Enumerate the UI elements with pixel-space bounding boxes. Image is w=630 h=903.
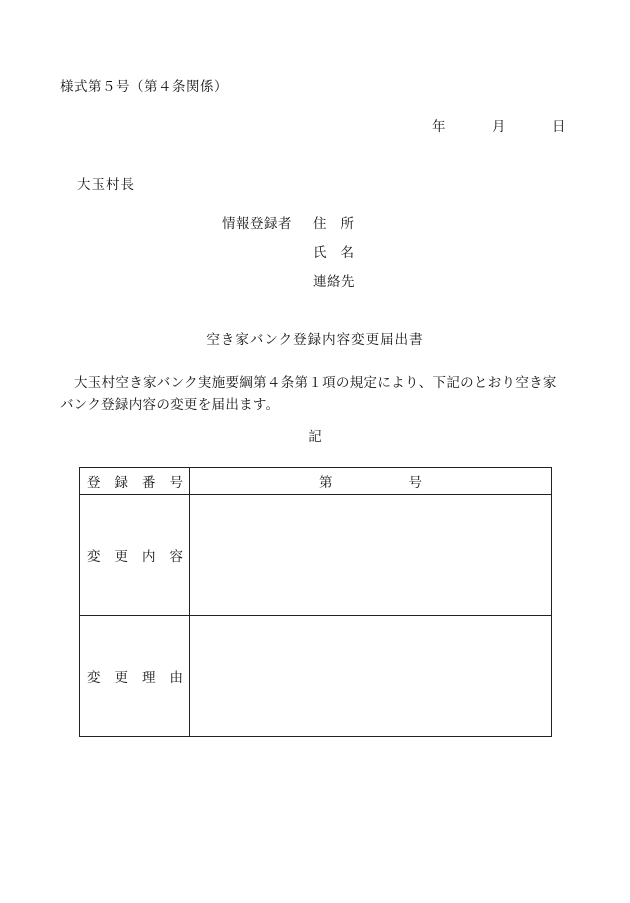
number-prefix: 第 <box>319 475 333 491</box>
number-suffix: 号 <box>408 475 422 491</box>
table-row-registration-number <box>80 468 552 495</box>
document-title: 空き家バンク登録内容変更届出書 <box>206 332 424 348</box>
label-char: 更 <box>114 549 128 565</box>
change-content-label-cell <box>80 495 190 616</box>
date-year-label: 年 <box>432 119 446 135</box>
date-day-label: 日 <box>552 119 566 135</box>
registrant-label: 情報登録者 <box>222 216 292 232</box>
form-number: 様式第５号（第４条関係） <box>60 79 228 95</box>
table-row-change-content <box>80 495 552 616</box>
label-char: 番 <box>142 475 156 491</box>
label-char: 変 <box>87 670 101 686</box>
label-char: 由 <box>169 670 183 686</box>
label-char: 容 <box>169 549 183 565</box>
label-char: 登 <box>87 475 101 491</box>
contact-field-label: 連絡先 <box>313 274 355 290</box>
change-reason-blank[interactable] <box>190 616 551 736</box>
ki-heading: 記 <box>308 429 322 445</box>
address-field-label: 住所 <box>313 216 368 232</box>
body-paragraph: 大玉村空き家バンク実施要綱第４条第１項の規定により、下記のとおり空き家バンク登録内容の変更を届出ます。 <box>60 375 557 413</box>
table-row-change-reason <box>80 616 552 737</box>
registration-number-value-cell[interactable] <box>190 468 552 495</box>
label-char: 変 <box>87 549 101 565</box>
registration-number-label-cell <box>80 468 190 495</box>
label-char: 内 <box>142 549 156 565</box>
registration-table <box>79 467 552 737</box>
label-char: 理 <box>142 670 156 686</box>
change-reason-label-cell <box>80 616 190 737</box>
addressee: 大玉村長 <box>77 177 135 193</box>
label-char: 録 <box>114 475 128 491</box>
date-month-label: 月 <box>492 119 506 135</box>
label-char: 号 <box>169 475 183 491</box>
label-char: 更 <box>114 670 128 686</box>
name-field-label: 氏名 <box>313 245 368 261</box>
change-content-blank[interactable] <box>190 495 551 615</box>
change-reason-value-cell[interactable] <box>190 616 552 737</box>
change-content-value-cell[interactable] <box>190 495 552 616</box>
